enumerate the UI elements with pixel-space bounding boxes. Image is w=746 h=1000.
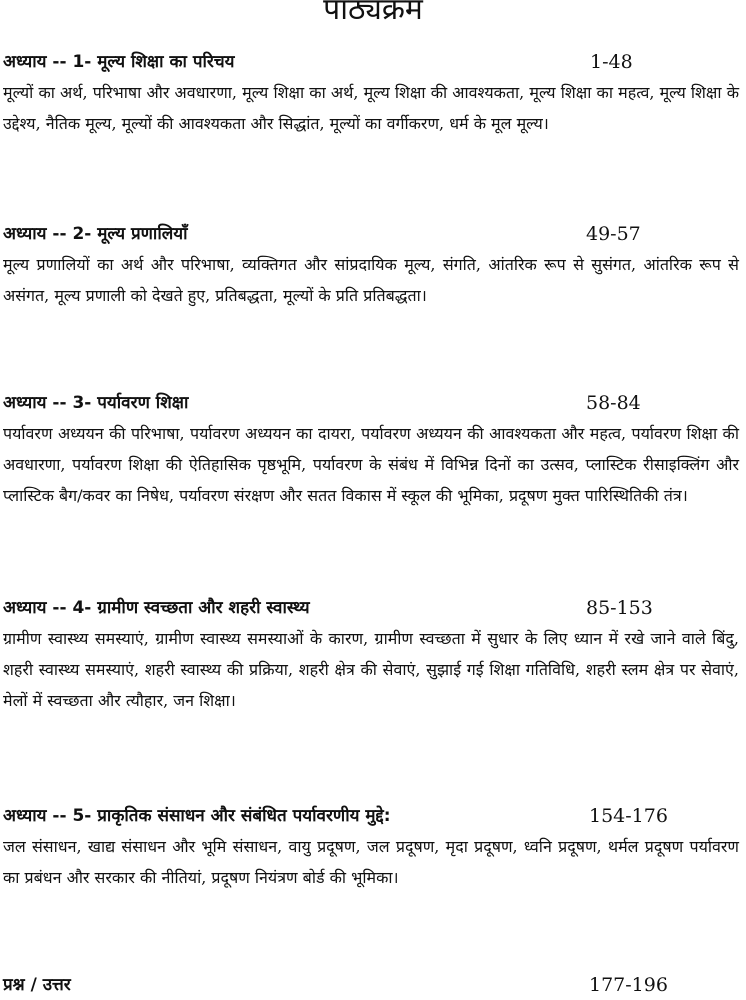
chapter-page-range: 58-84 <box>586 392 641 414</box>
chapter-page-range: 85-153 <box>586 597 653 619</box>
page-title: पाठ्यक्रम <box>323 0 423 27</box>
chapter-title: अध्याय -- 1- मूल्य शिक्षा का परिचय <box>3 52 235 72</box>
chapter-description: पर्यावरण अध्ययन की परिभाषा, पर्यावरण अध्ययन का दायरा, पर्यावरण अध्ययन की आवश्यकता और महत्व, पर्यावरण शिक्षा की अवधारणा, पर्यावरण शिक्षा की ऐतिहासिक पृष्ठभूमि, पर्यावरण के संबंध में विभिन्न दिनों का उत्सव, प्लास्टिक रीसाइक्लिंग और प्लास्टिक बैग/कवर का निषेध, पर्यावरण संरक्षण और सतत विकास में स्कूल की भूमिका, प्रदूषण मुक्त पारिस्थितिकी तंत्र। <box>3 424 739 505</box>
chapter-heading <box>3 219 739 249</box>
chapter-page-range: 177-196 <box>589 974 668 996</box>
chapter-heading <box>3 47 739 77</box>
chapter-title: अध्याय -- 5- प्राकृतिक संसाधन और संबंधित पर्यावरणीय मुद्दे: <box>3 806 391 826</box>
chapter-4 <box>3 593 739 716</box>
chapter-title: अध्याय -- 2- मूल्य प्रणालियाँ <box>3 224 188 244</box>
chapter-heading <box>3 593 739 623</box>
chapter-title: अध्याय -- 4- ग्रामीण स्वच्छता और शहरी स्वास्थ्य <box>3 598 310 618</box>
chapter-heading <box>3 970 739 1000</box>
chapter-questions-answers <box>3 970 739 1000</box>
chapter-title: अध्याय -- 3- पर्यावरण शिक्षा <box>3 393 189 413</box>
chapter-1 <box>3 47 739 139</box>
chapter-heading <box>3 801 739 831</box>
chapter-description: मूल्यों का अर्थ, परिभाषा और अवधारणा, मूल्य शिक्षा का अर्थ, मूल्य शिक्षा की आवश्यकता, मूल्य शिक्षा का महत्व, मूल्य शिक्षा के उद्देश्य, नैतिक मूल्य, मूल्यों की आवश्यकता और सिद्धांत, मूल्यों का वर्गीकरण, धर्म के मूल मूल्य। <box>3 83 739 133</box>
chapter-title: प्रश्न / उत्तर <box>3 975 71 995</box>
chapter-description: ग्रामीण स्वास्थ्य समस्याएं, ग्रामीण स्वास्थ्य समस्याओं के कारण, ग्रामीण स्वच्छता में सुधार के लिए ध्यान में रखे जाने वाले बिंदु, शहरी स्वास्थ्य समस्याएं, शहरी स्वास्थ्य की प्रक्रिया, शहरी क्षेत्र की सेवाएं, सुझाई गई शिक्षा गतिविधि, शहरी स्लम क्षेत्र पर सेवाएं, मेलों में स्वच्छता और त्यौहार, जन शिक्षा। <box>3 629 739 710</box>
chapter-description: मूल्य प्रणालियों का अर्थ और परिभाषा, व्यक्तिगत और सांप्रदायिक मूल्य, संगति, आंतरिक रूप से सुसंगत, आंतरिक रूप से असंगत, मूल्य प्रणाली को देखते हुए, प्रतिबद्धता, मूल्यों के प्रति प्रतिबद्धता। <box>3 255 739 305</box>
chapter-2 <box>3 219 739 311</box>
chapter-page-range: 154-176 <box>589 805 668 827</box>
chapter-description: जल संसाधन, खाद्य संसाधन और भूमि संसाधन, वायु प्रदूषण, जल प्रदूषण, मृदा प्रदूषण, ध्वनि प्रदूषण, थर्मल प्रदूषण पर्यावरण का प्रबंधन और सरकार की नीतियां, प्रदूषण नियंत्रण बोर्ड की भूमिका। <box>3 837 739 887</box>
chapter-5 <box>3 801 739 893</box>
chapter-heading <box>3 388 739 418</box>
chapter-3 <box>3 388 739 511</box>
chapter-page-range: 49-57 <box>586 223 641 245</box>
chapter-page-range: 1-48 <box>590 51 633 73</box>
